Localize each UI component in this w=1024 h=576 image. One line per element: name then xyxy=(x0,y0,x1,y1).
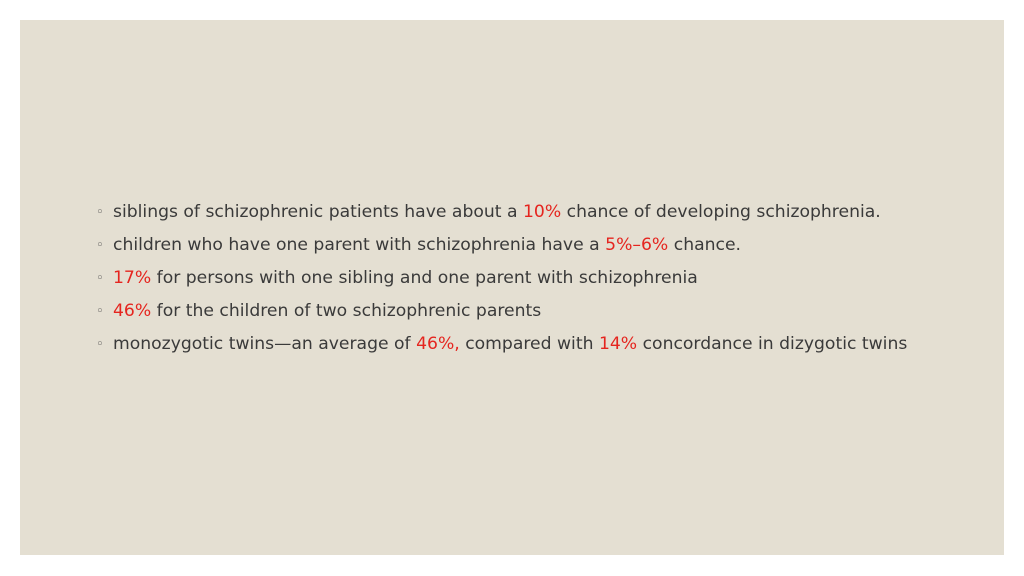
bullet-item xyxy=(96,267,956,290)
bullet-text-segment: for the children of two schizophrenic parents xyxy=(151,301,542,321)
bullet-marker-icon: ◦ xyxy=(96,304,104,319)
highlighted-statistic: 10% xyxy=(522,202,562,222)
bullet-text xyxy=(113,202,881,222)
highlighted-statistic: 14% xyxy=(598,334,638,354)
bullet-text-segment: concordance in dizygotic twins xyxy=(637,334,908,354)
bullet-item xyxy=(96,234,956,257)
slide-background xyxy=(20,20,1004,555)
bullet-marker-icon: ◦ xyxy=(96,271,104,286)
highlighted-statistic: 46% xyxy=(113,301,152,321)
bullet-text xyxy=(113,235,741,255)
bullet-item xyxy=(96,300,956,323)
bullet-text-segment: chance. xyxy=(668,235,742,255)
bullet-item xyxy=(96,333,956,356)
bullet-text-segment: children who have one parent with schizophrenia have a xyxy=(113,235,606,255)
highlighted-statistic: 46%, xyxy=(416,334,460,354)
bullet-marker-icon: ◦ xyxy=(96,337,104,352)
bullet-text xyxy=(113,334,907,354)
bullet-list xyxy=(96,201,956,366)
bullet-text-segment: monozygotic twins—an average of xyxy=(113,334,417,354)
highlighted-statistic: 17% xyxy=(113,268,152,288)
bullet-item xyxy=(96,201,956,224)
bullet-text-segment: siblings of schizophrenic patients have about a xyxy=(113,202,523,222)
highlighted-statistic: 5%–6% xyxy=(605,235,669,255)
bullet-text xyxy=(113,268,698,288)
bullet-text-segment: chance of developing schizophrenia. xyxy=(561,202,881,222)
bullet-text-segment: compared with xyxy=(459,334,599,354)
bullet-text xyxy=(113,301,541,321)
bullet-marker-icon: ◦ xyxy=(96,205,104,220)
bullet-marker-icon: ◦ xyxy=(96,238,104,253)
bullet-text-segment: for persons with one sibling and one parent with schizophrenia xyxy=(151,268,698,288)
